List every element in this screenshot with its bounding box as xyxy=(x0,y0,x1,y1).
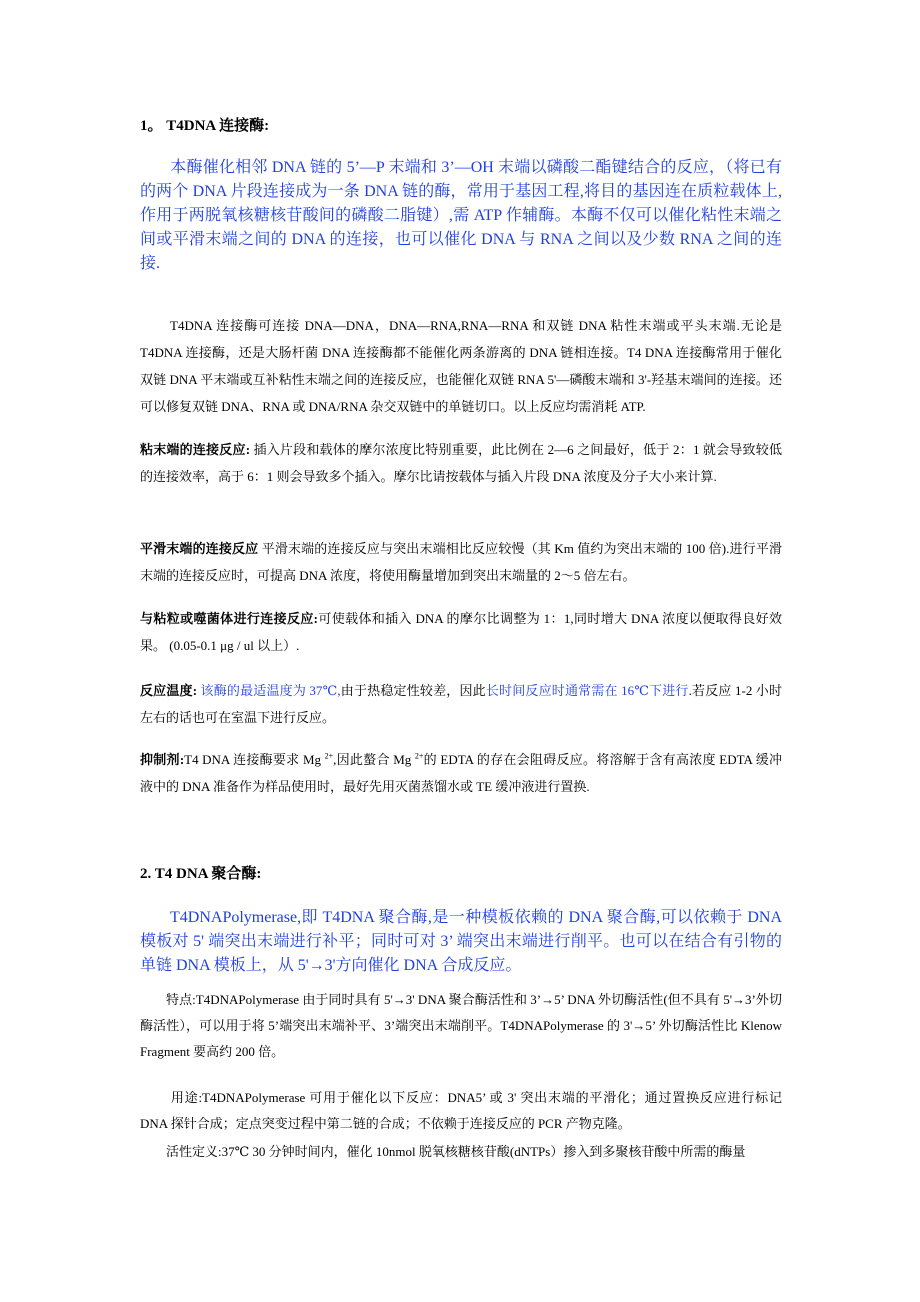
activity-definition-text: 活性定义:37℃ 30 分钟时间内，催化 10nmol 脱氧核糖核苷酸(dNTPs）掺入到多聚核苷酸中所需的酶量 xyxy=(166,1144,746,1159)
section-2-intro-text: T4DNAPolymerase,即 T4DNA 聚合酶,是一种模板依赖的 DNA 聚合酶,可以依赖于 DNA 模板对 5' 端突出末端进行补平；同时可对 3’ 端突出末端进行削平。也可以在结合有引物的单链 DNA 模板上，从 5'→3'方向催化 DNA 合成反应。 xyxy=(140,909,782,974)
inhibitor-label: 抑制剂: xyxy=(140,752,185,767)
sticky-end-text: 插入片段和载体的摩尔浓度比特别重要，此比例在 2—6 之间最好，低于 2：1 就会导致较低的连接效率，高于 6：1 则会导致多个插入。摩尔比请按载体与插入片段 DNA 浓度及分子大小来计算. xyxy=(140,442,782,484)
reaction-temperature-label: 反应温度: xyxy=(140,683,198,698)
blunt-end-paragraph xyxy=(140,535,782,589)
blunt-end-label: 平滑末端的连接反应 xyxy=(140,541,259,556)
features-paragraph xyxy=(140,987,782,1065)
section-2-heading: 2. T4 DNA 聚合酶: xyxy=(140,866,262,882)
uses-text: 用途:T4DNAPolymerase 可用于催化以下反应：DNA5’ 或 3' 突出末端的平滑化；通过置换反应进行标记 DNA 探针合成；定点突变过程中第二链的合成；不依赖于连接反应的 PCR 产物克隆。 xyxy=(140,1090,782,1131)
inhibitor-text-a: T4 DNA 连接酶要求 Mg xyxy=(184,752,322,767)
inhibitor-text-b: ,因此螯合 Mg xyxy=(333,752,412,767)
optimal-temperature-text: 该酶的最适温度为 37℃, xyxy=(200,683,341,698)
activity-definition-paragraph xyxy=(140,1139,782,1165)
temperature-mid-text: 由于热稳定性较差，因此 xyxy=(340,683,486,698)
inhibitor-text-c: 的 EDTA 的存在会阻碍反应。将溶解于含有高浓度 EDTA 缓冲液中的 DNA 准备作为样品使用时，最好先用灭菌蒸馏水或 TE 缓冲液进行置换. xyxy=(140,752,782,794)
cosmid-text: 可使载体和插入 DNA 的摩尔比调整为 1：1,同时增大 DNA 浓度以便取得良好效果。 (0.05-0.1 μg / ul 以上）. xyxy=(140,611,782,653)
section-1-para-1-text: T4DNA 连接酶可连接 DNA—DNA，DNA—RNA,RNA—RNA 和双链 DNA 粘性末端或平头末端.无论是 T4DNA 连接酶，还是大肠杆菌 DNA 连接酶都不能催化两条游离的 DNA 链相连接。T4 DNA 连接酶常用于催化双链 DNA 平末端或互补粘性末端之间的连接反应，也能催化双链 RNA 5'—磷酸末端和 3'-羟基末端间的连接。还可以修复双链 DNA、RNA 或 DNA/RNA 杂交双链中的单链切口。以上反应均需消耗 ATP. xyxy=(140,318,782,414)
reaction-temperature-paragraph xyxy=(140,677,782,731)
long-reaction-text: 长时间反应时通常需在 16℃下进行 xyxy=(485,683,689,698)
cosmid-label: 与粘粒或噬菌体进行连接反应: xyxy=(140,611,319,626)
mg-charge-1: 2+ xyxy=(324,751,334,761)
section-1-intro-text: 本酶催化相邻 DNA 链的 5’—P 末端和 3’—OH 末端以磷酸二酯键结合的反应，（将已有的两个 DNA 片段连接成为一条 DNA 链的酶，常用于基因工程,将目的基因连在质粒载体上,作用于两脱氧核糖核苷酸间的磷酸二脂键）,需 ATP 作辅酶。本酶不仅可以催化粘性末端之间或平滑末端之间的 DNA 的连接，也可以催化 DNA 与 RNA 之间以及少数 RNA 之间的连接. xyxy=(140,159,782,272)
cosmid-paragraph xyxy=(140,605,782,659)
temperature-tail-text: .若反应 1-2 小时左右的话也可在室温下进行反应。 xyxy=(140,683,782,725)
section-2-intro xyxy=(140,906,782,978)
sticky-end-label: 粘末端的连接反应: xyxy=(140,442,251,457)
section-1-heading: 1。 T4DNA 连接酶: xyxy=(140,118,270,134)
features-text: 特点:T4DNAPolymerase 由于同时具有 5'→3' DNA 聚合酶活性和 3’→5’ DNA 外切酶活性(但不具有 5'→3’外切酶活性），可以用于将 5’端突出末端补平、3’端突出末端削平。T4DNAPolymerase 的 3'→5’ 外切酶活性比 Klenow Fragment 要高约 200 倍。 xyxy=(140,992,782,1059)
inhibitor-paragraph xyxy=(140,746,782,800)
mg-charge-2: 2+ xyxy=(414,751,424,761)
uses-paragraph xyxy=(140,1085,782,1137)
section-1-intro xyxy=(140,156,782,276)
section-1-para-1 xyxy=(140,312,782,420)
blunt-end-text: 平滑末端的连接反应与突出末端相比反应较慢（其 Km 值约为突出末端的 100 倍).进行平滑末端的连接反应时，可提高 DNA 浓度，将使用酶量增加到突出末端量的 2～5 倍左右。 xyxy=(140,541,782,583)
sticky-end-paragraph xyxy=(140,436,782,490)
